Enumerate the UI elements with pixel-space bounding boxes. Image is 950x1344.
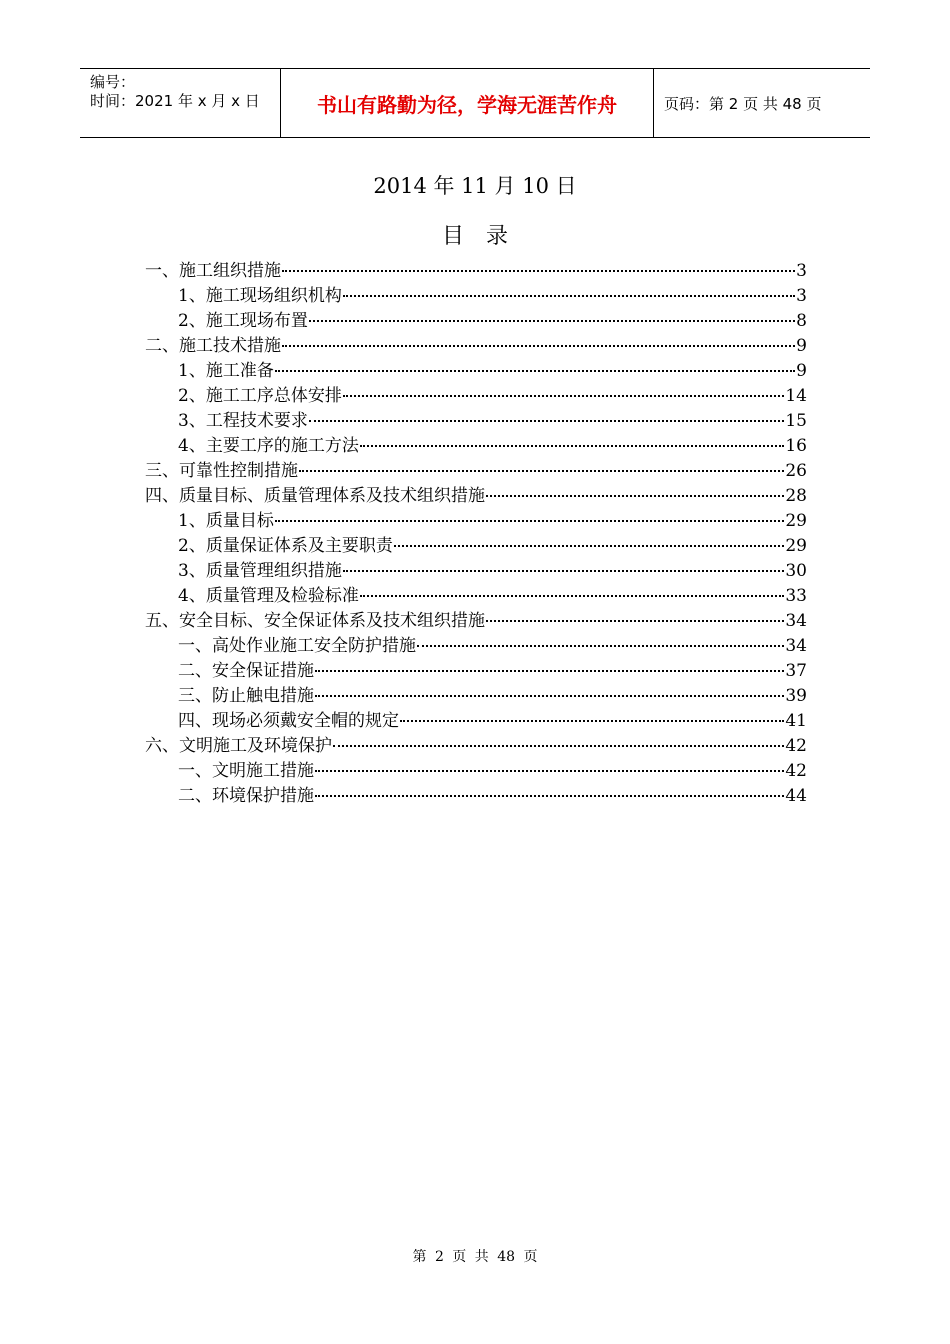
toc-entry-page: 8 bbox=[796, 311, 807, 331]
toc-entry[interactable] bbox=[145, 359, 807, 384]
toc-entry[interactable] bbox=[145, 709, 807, 734]
toc-entry-page: 26 bbox=[785, 461, 807, 481]
toc-entry-page: 42 bbox=[785, 761, 807, 781]
toc-dot-leader bbox=[275, 370, 795, 372]
toc-entry[interactable] bbox=[145, 409, 807, 434]
toc-entry-page: 16 bbox=[785, 436, 807, 456]
toc-entry[interactable] bbox=[145, 784, 807, 809]
toc-entry-label: 五、安全目标、安全保证体系及技术组织措施 bbox=[145, 611, 485, 631]
toc-entry-label: 3、质量管理组织措施 bbox=[178, 561, 342, 581]
page-header bbox=[80, 68, 870, 138]
toc-entry[interactable] bbox=[145, 634, 807, 659]
toc-dot-leader bbox=[333, 745, 784, 747]
toc-entry[interactable] bbox=[145, 534, 807, 559]
table-of-contents bbox=[145, 259, 807, 809]
toc-entry[interactable] bbox=[145, 384, 807, 409]
toc-dot-leader bbox=[275, 520, 785, 522]
toc-entry[interactable] bbox=[145, 434, 807, 459]
toc-entry-page: 34 bbox=[785, 636, 807, 656]
toc-dot-leader bbox=[343, 395, 785, 397]
toc-title: 目录 bbox=[441, 224, 530, 249]
toc-entry-page: 3 bbox=[796, 286, 807, 306]
header-motto: 书山有路勤为径，学海无涯苦作舟 bbox=[281, 69, 654, 137]
toc-dot-leader bbox=[394, 545, 785, 547]
toc-entry[interactable] bbox=[145, 734, 807, 759]
toc-entry[interactable] bbox=[145, 334, 807, 359]
toc-entry-label: 三、可靠性控制措施 bbox=[145, 461, 298, 481]
toc-entry-label: 二、施工技术措施 bbox=[145, 336, 281, 356]
toc-entry-label: 一、高处作业施工安全防护措施 bbox=[178, 636, 416, 656]
toc-entry-label: 1、质量目标 bbox=[178, 511, 274, 531]
header-page-info: 页码：第 2 页 共 48 页 bbox=[664, 94, 822, 113]
header-time: 时间：2021 年 x 月 x 日 bbox=[90, 92, 260, 110]
toc-entry-label: 三、防止触电措施 bbox=[178, 686, 314, 706]
toc-entry-label: 2、施工工序总体安排 bbox=[178, 386, 342, 406]
toc-entry-page: 30 bbox=[785, 561, 807, 581]
toc-entry-page: 28 bbox=[785, 486, 807, 506]
toc-entry-label: 4、主要工序的施工方法 bbox=[178, 436, 359, 456]
toc-entry-page: 29 bbox=[785, 511, 807, 531]
toc-entry-label: 四、质量目标、质量管理体系及技术组织措施 bbox=[145, 486, 485, 506]
toc-entry-label: 1、施工现场组织机构 bbox=[178, 286, 342, 306]
toc-entry-page: 34 bbox=[785, 611, 807, 631]
toc-entry[interactable] bbox=[145, 309, 807, 334]
toc-entry-label: 二、安全保证措施 bbox=[178, 661, 314, 681]
toc-dot-leader bbox=[417, 645, 784, 647]
toc-entry-page: 39 bbox=[785, 686, 807, 706]
toc-entry-label: 4、质量管理及检验标准 bbox=[178, 586, 359, 606]
document-date: 2014 年 11 月 10 日 bbox=[373, 174, 577, 198]
toc-entry-page: 44 bbox=[785, 786, 807, 806]
toc-entry-label: 2、质量保证体系及主要职责 bbox=[178, 536, 393, 556]
toc-dot-leader bbox=[360, 595, 785, 597]
toc-entry-page: 41 bbox=[785, 711, 807, 731]
header-meta bbox=[80, 69, 281, 137]
toc-dot-leader bbox=[360, 445, 785, 447]
toc-dot-leader bbox=[315, 695, 784, 697]
toc-entry-page: 42 bbox=[785, 736, 807, 756]
toc-dot-leader bbox=[315, 670, 784, 672]
toc-entry[interactable] bbox=[145, 509, 807, 534]
toc-entry-label: 四、现场必须戴安全帽的规定 bbox=[178, 711, 399, 731]
toc-entry-label: 一、文明施工措施 bbox=[178, 761, 314, 781]
toc-entry-page: 15 bbox=[785, 411, 807, 431]
toc-entry[interactable] bbox=[145, 609, 807, 634]
toc-entry-page: 14 bbox=[785, 386, 807, 406]
header-number: 编号： bbox=[90, 73, 136, 91]
toc-dot-leader bbox=[315, 795, 784, 797]
toc-dot-leader bbox=[400, 720, 784, 722]
toc-entry[interactable] bbox=[145, 284, 807, 309]
toc-entry-label: 二、环境保护措施 bbox=[178, 786, 314, 806]
toc-dot-leader bbox=[315, 770, 784, 772]
toc-entry-page: 9 bbox=[796, 361, 807, 381]
toc-dot-leader bbox=[343, 295, 795, 297]
toc-entry[interactable] bbox=[145, 559, 807, 584]
toc-dot-leader bbox=[486, 620, 784, 622]
toc-entry-label: 六、文明施工及环境保护 bbox=[145, 736, 332, 756]
toc-dot-leader bbox=[309, 420, 785, 422]
toc-entry-page: 33 bbox=[785, 586, 807, 606]
toc-entry[interactable] bbox=[145, 459, 807, 484]
toc-dot-leader bbox=[282, 345, 795, 347]
toc-dot-leader bbox=[343, 570, 785, 572]
toc-entry-label: 一、施工组织措施 bbox=[145, 261, 281, 281]
toc-dot-leader bbox=[299, 470, 784, 472]
toc-entry-page: 37 bbox=[785, 661, 807, 681]
toc-entry[interactable] bbox=[145, 684, 807, 709]
toc-entry[interactable] bbox=[145, 259, 807, 284]
toc-entry[interactable] bbox=[145, 659, 807, 684]
toc-dot-leader bbox=[486, 495, 784, 497]
toc-entry-label: 1、施工准备 bbox=[178, 361, 274, 381]
toc-entry-page: 29 bbox=[785, 536, 807, 556]
toc-entry-label: 3、工程技术要求 bbox=[178, 411, 308, 431]
toc-dot-leader bbox=[282, 270, 795, 272]
toc-dot-leader bbox=[309, 320, 795, 322]
toc-entry[interactable] bbox=[145, 759, 807, 784]
toc-entry[interactable] bbox=[145, 584, 807, 609]
toc-entry[interactable] bbox=[145, 484, 807, 509]
page-footer: 第 2 页 共 48 页 bbox=[412, 1249, 538, 1265]
toc-entry-label: 2、施工现场布置 bbox=[178, 311, 308, 331]
toc-entry-page: 3 bbox=[796, 261, 807, 281]
toc-entry-page: 9 bbox=[796, 336, 807, 356]
